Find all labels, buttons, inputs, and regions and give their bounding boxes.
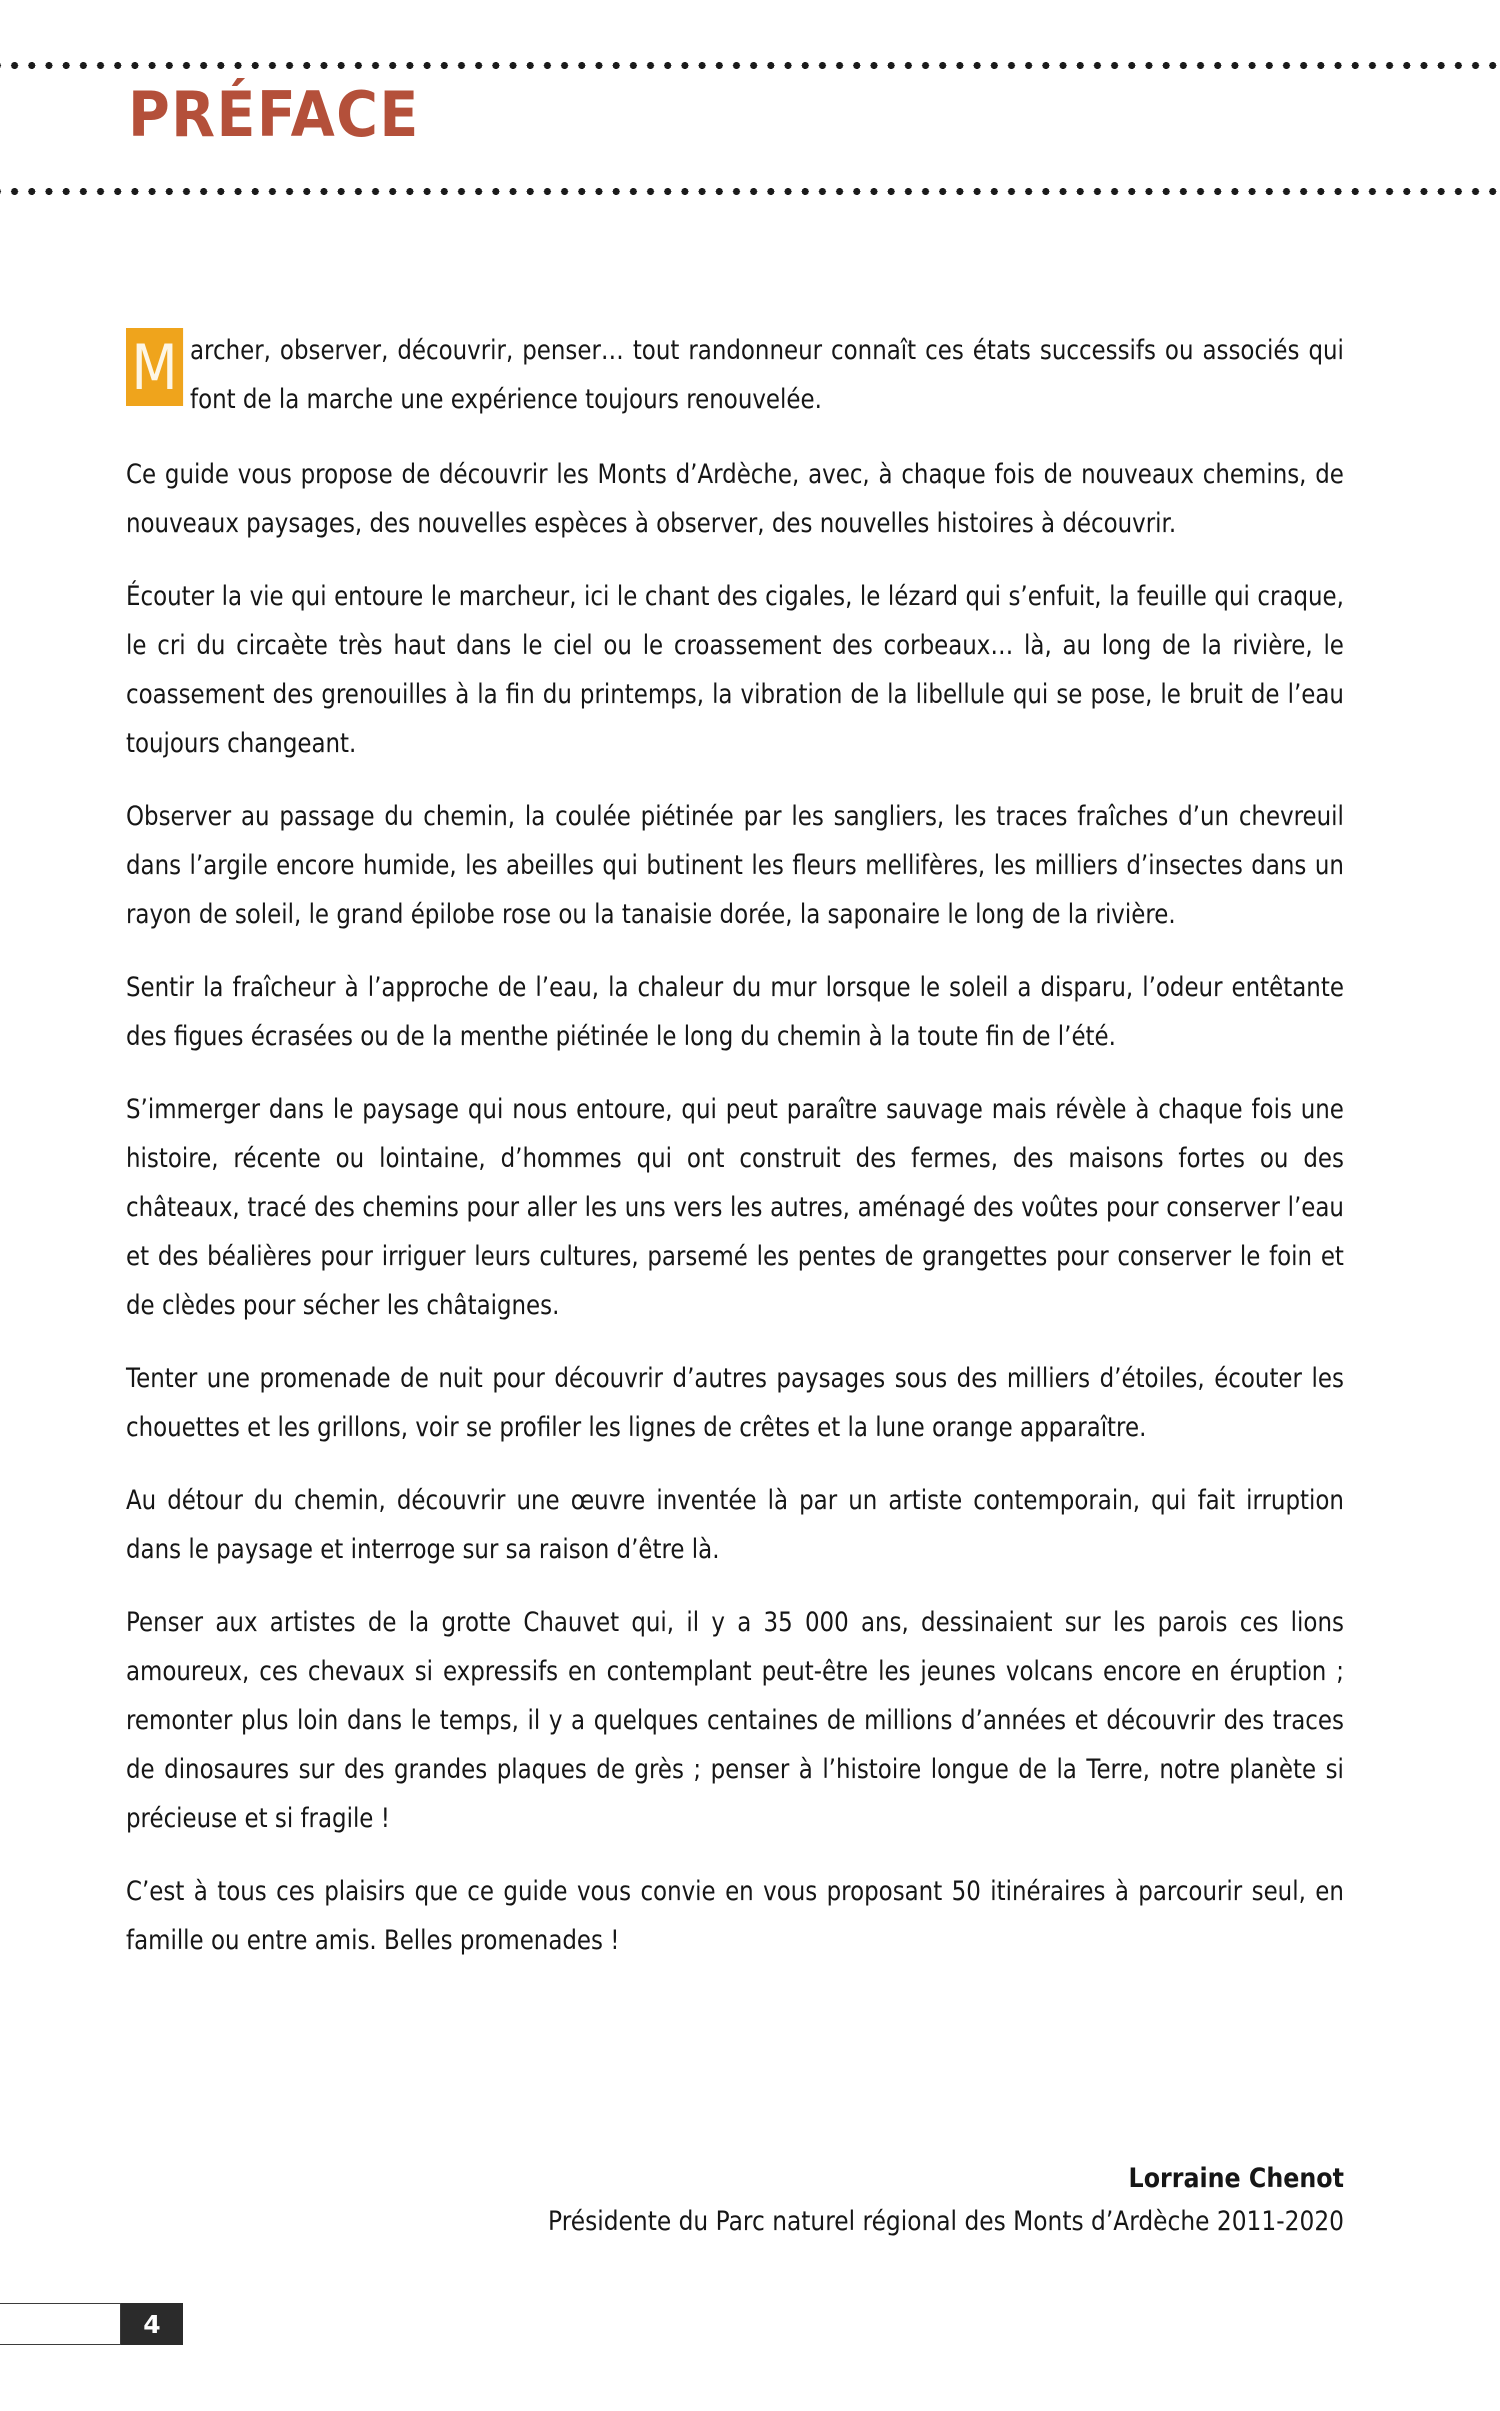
folio-rule bbox=[0, 2303, 121, 2345]
preface-body bbox=[126, 326, 1344, 1965]
signature-name: Lorraine Chenot bbox=[1128, 2163, 1344, 2194]
paragraph: Observer au passage du chemin, la coulée piétinée par les sangliers, les traces fraîches d’un chevreuil dans l’argile encore humide, les abeilles qui butinent les fleurs mellifères, les milliers d’insectes dans un rayon de soleil, le grand épilobe rose ou la tanaisie dorée, la saponaire le long de la rivière. bbox=[126, 801, 1344, 930]
paragraph: Penser aux artistes de la grotte Chauvet qui, il y a 35 000 ans, dessinaient sur les parois ces lions amoureux, ces chevaux si expressifs en contemplant peut-être les jeunes volcans encore en éruption ; remonter plus loin dans le temps, il y a quelques centaines de millions d’années et découvrir des traces de dinosaures sur des grandes plaques de grès ; penser à l’histoire longue de la Terre, notre planète si précieuse et si fragile ! bbox=[126, 1607, 1344, 1834]
dotted-rule-bottom bbox=[0, 188, 1500, 195]
paragraph-text: archer, observer, découvrir, penser… tout randonneur connaît ces états successifs ou associés qui font de la marche une expérience toujours renouvelée. bbox=[190, 335, 1344, 415]
paragraph: C’est à tous ces plaisirs que ce guide vous convie en vous proposant 50 itinéraires à parcourir seul, en famille ou entre amis. Belles promenades ! bbox=[126, 1876, 1344, 1956]
dotted-rule-top bbox=[0, 62, 1500, 69]
paragraph: S’immerger dans le paysage qui nous entoure, qui peut paraître sauvage mais révèle à chaque fois une histoire, récente ou lointaine, d’hommes qui ont construit des fermes, des maisons fortes ou des châteaux, tracé des chemins pour aller les uns vers les autres, aménagé des voûtes pour conserver l’eau et des béalières pour irriguer leurs cultures, parsemé les pentes de grangettes pour conserver le foin et de clèdes pour sécher les châtaignes. bbox=[126, 1094, 1344, 1321]
paragraph: Ce guide vous propose de découvrir les Monts d’Ardèche, avec, à chaque fois de nouveaux chemins, de nouveaux paysages, des nouvelles espèces à observer, des nouvelles histoires à découvrir. bbox=[126, 459, 1344, 539]
drop-cap-letter: M bbox=[126, 328, 183, 406]
paragraph: Écouter la vie qui entoure le marcheur, ici le chant des cigales, le lézard qui s’enfuit, la feuille qui craque, le cri du circaète très haut dans le ciel ou le croassement des corbeaux… là, au long de la rivière, le coassement des grenouilles à la fin du printemps, la vibration de la libellule qui se pose, le bruit de l’eau toujours changeant. bbox=[126, 581, 1344, 759]
paragraph: Sentir la fraîcheur à l’approche de l’eau, la chaleur du mur lorsque le soleil a disparu, l’odeur entêtante des figues écrasées ou de la menthe piétinée le long du chemin à la toute fin de l’été. bbox=[126, 972, 1344, 1052]
page-number: 4 bbox=[121, 2303, 183, 2345]
folio bbox=[0, 2303, 183, 2345]
paragraph: Tenter une promenade de nuit pour découvrir d’autres paysages sous des milliers d’étoiles, écouter les chouettes et les grillons, voir se profiler les lignes de crêtes et la lune orange apparaître. bbox=[126, 1363, 1344, 1443]
paragraph: Au détour du chemin, découvrir une œuvre inventée là par un artiste contemporain, qui fait irruption dans le paysage et interroge sur sa raison d’être là. bbox=[126, 1485, 1344, 1565]
signature-block bbox=[126, 2158, 1344, 2244]
page-title: PRÉFACE bbox=[128, 78, 420, 151]
signature-role: Présidente du Parc naturel régional des Monts d’Ardèche 2011-2020 bbox=[548, 2206, 1344, 2237]
paragraph-lead bbox=[126, 326, 1344, 424]
